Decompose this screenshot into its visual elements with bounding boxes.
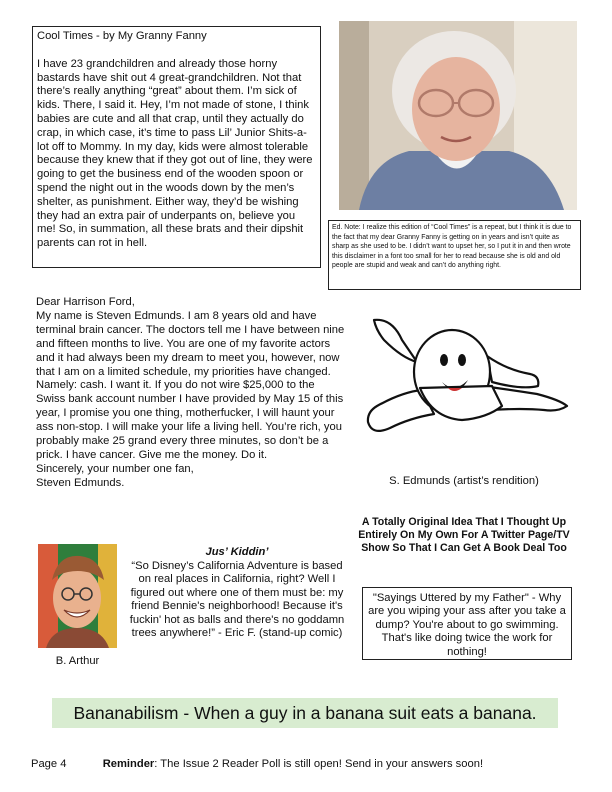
b-arthur-photo bbox=[38, 544, 117, 648]
editor-note-text: Ed. Note: I realize this edition of “Cool Times” is a repeat, but I think it is due to the fact that my dear Granny Fanny is getting on in years and isn’t quite as sharp as she used to be. I didn’t want to upset her, so I put it in and then wrote this disclaimer in a font too small for her to read because she is old and old people are stupid and weak and can’t do anything right. bbox=[332, 224, 572, 270]
letter-greeting: Dear Harrison Ford, bbox=[36, 296, 135, 308]
jus-kiddin-section bbox=[127, 546, 347, 641]
ghost-caption: S. Edmunds (artist’s rendition) bbox=[389, 475, 539, 487]
bananabilism-banner bbox=[52, 698, 558, 728]
letter-signature: Steven Edmunds. bbox=[36, 476, 125, 489]
letter-body: My name is Steven Edmunds. I am 8 years old and have terminal brain cancer. The doctors tell me I have between nine and fifteen months to live. You are one of my favorite actors and it had always been my dream to meet you, however, now that I am on a limited schedule, my priorities have changed. Namely: cash. I want it. If you do not wire $25,000 to the Swiss bank account number I have provided by May 15 of this year, I promise you one thing, motherfucker, I will haunt your ass non-stop. I will make your life a living hell. You’re rich, you probably make 25 grand every three minutes, so don’t be a prick. I have cancer. Give me the money. Do it. bbox=[36, 309, 345, 461]
banner-text: Bananabilism - When a guy in a banana suit eats a banana. bbox=[73, 703, 537, 723]
page-footer bbox=[31, 758, 591, 770]
ghost-illustration bbox=[362, 310, 572, 460]
reminder-text: : The Issue 2 Reader Poll is still open! Send in your answers soon! bbox=[154, 758, 484, 770]
cool-times-body: I have 23 grandchildren and already those horny bastards have shit out 4 great-grandchildren. Not that there’s really anything “great” about them. I’m sick of kids. There, I said it. Hey, I’m not made of stone, I think babies are cute and all that crap, until they actually do crap, in which case, it’s time to pass Lil’ Junior Shits-a-lot off to Mommy. In my day, kids were almost tolerable because they knew that if they got out of line, they were going to get the business end of the wooden spoon or spend the night out in the woods down by the men’s shelter, as punishment. Either way, they’d be wishing they had an extra pair of underpants on, believe you me! So, in summation, all these brats and their dipshit parents can rot in hell. bbox=[37, 57, 313, 250]
harrison-ford-letter bbox=[36, 296, 346, 491]
original-idea-heading: A Totally Original Idea That I Thought Up Entirely On My Own For A Twitter Page/TV Show So That I Can Get A Book Deal Too bbox=[358, 516, 570, 554]
reminder-label: Reminder bbox=[102, 758, 155, 770]
jus-kiddin-quote: “So Disney’s California Adventure is based on real places in California, right? Well I figured out where one of them must be: my friend Bennie's neighborhood! Because it's fuckin' hot as balls and there's no goddamn trees anywhere!” - Eric F. (stand-up comic) bbox=[129, 559, 345, 639]
page-number: Page 4 bbox=[31, 758, 67, 770]
father-sayings-box bbox=[362, 587, 572, 660]
father-sayings-text: "Sayings Uttered by my Father" - Why are you wiping your ass after you take a dump? You're about to go swimming. That's like doing twice the work for nothing! bbox=[368, 592, 566, 658]
b-arthur-caption: B. Arthur bbox=[55, 655, 100, 667]
cool-times-title: Cool Times - by My Granny Fanny bbox=[37, 30, 207, 42]
cool-times-column bbox=[32, 26, 321, 268]
editor-note bbox=[328, 220, 581, 290]
jus-kiddin-title: Jus’ Kiddin’ bbox=[205, 546, 269, 558]
letter-closing: Sincerely, your number one fan, bbox=[36, 462, 194, 475]
granny-photo bbox=[339, 21, 577, 210]
